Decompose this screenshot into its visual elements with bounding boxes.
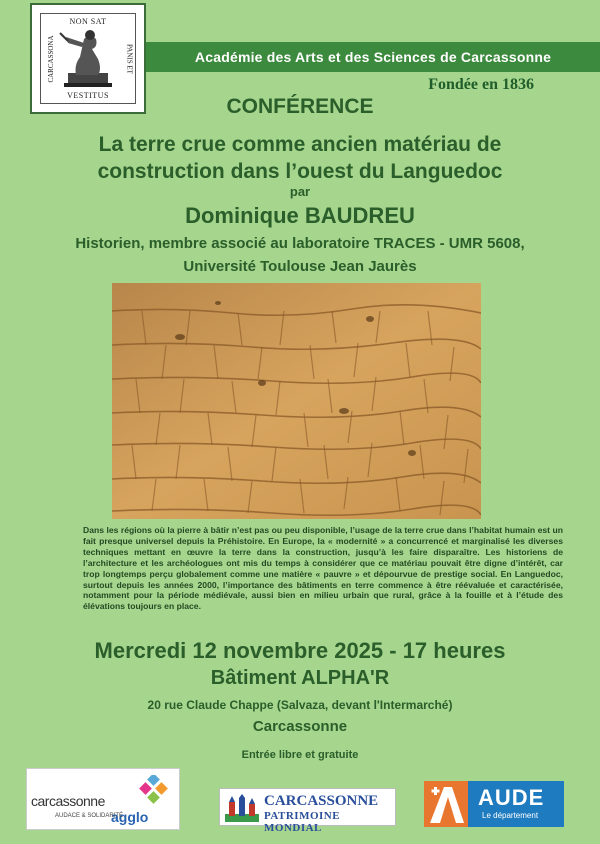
speaker-affiliation-line1: Historien, membre associé au laboratoire TRACES - UMR 5608, [75,235,525,252]
earth-wall-photo [112,283,481,519]
founded-year: Fondée en 1836 [428,76,534,93]
agglo-word: agglo [111,809,149,825]
agglo-tagline: AUDACE & SOLIDARITÉ [55,813,124,819]
logo-motto-right: PANIS ET [125,43,134,74]
aude-a-icon [424,781,468,827]
aude-name: AUDE [478,785,545,810]
academy-banner [146,42,600,72]
event-city: Carcassonne [252,718,348,735]
carcassonne-title: CARCASSONNE [264,793,379,809]
event-date: Mercredi 12 novembre 2025 - 17 heures [94,638,506,663]
speaker-affiliation-line2: Université Toulouse Jean Jaurès [183,258,417,275]
earth-wall-image [112,283,481,519]
aude-mark [424,781,468,827]
logo-motto-left: CARCASSONA [46,34,55,83]
patrimoine-mondial: PATRIMOINE MONDIAL [264,810,341,834]
aude-departement-logo [424,781,564,827]
event-title-line1: La terre crue comme ancien matériau de [98,133,502,156]
event-description: Dans les régions où la pierre à bâtir n’est pas ou peu disponible, l’usage de la terre crue dans l’habitat humain est un fait presque universel depuis la Préhistoire. En Europe, la « modernité » a concurrencé et marginalisé les diverses techniques mettant en œuvre la terre dans la construction, jusqu’à les faire disparaître. Les historiens de l’architecture et les archéologues ont mis du temps à considérer que ce matériau pouvait être digne d’intérêt, car trop longtemps perçu globalement comme une matière « pauvre » et dépourvue de prestige social. En Languedoc, surtout depuis les années 2000, l’importance des bâtiments en terre commence à être réévaluée et caractérisée, notamment pour la période médiévale, aussi bien en milieu urbain que rural, grâce à la fouille et à l’étude des élévations toujours en place. [83,525,563,612]
event-building: Bâtiment ALPHA'R [210,667,390,689]
castle-icon [225,794,259,822]
seated-figure-icon [54,25,122,93]
carcassonne-agglo-logo [26,768,180,830]
event-type: CONFÉRENCE [226,95,374,118]
carcassonne-patrimoine-logo [219,788,396,834]
logo-motto-bottom: VESTITUS [67,91,109,100]
entry-info: Entrée libre et gratuite [241,749,359,761]
agglo-name: carcassonne [31,793,105,809]
agglo-diamond-icon [137,775,173,805]
aude-tagline: Le département [482,811,539,820]
speaker-name: Dominique BAUDREU [185,203,415,228]
logo-motto-top: NON SAT [69,17,107,26]
academy-name: Académie des Arts et des Sciences de Carcassonne [194,49,552,65]
by-label: par [289,184,311,199]
event-address: 20 rue Claude Chappe (Salvaza, devant l'Intermarché) [147,698,453,712]
event-title-line2: construction dans l’ouest du Languedoc [97,160,503,183]
